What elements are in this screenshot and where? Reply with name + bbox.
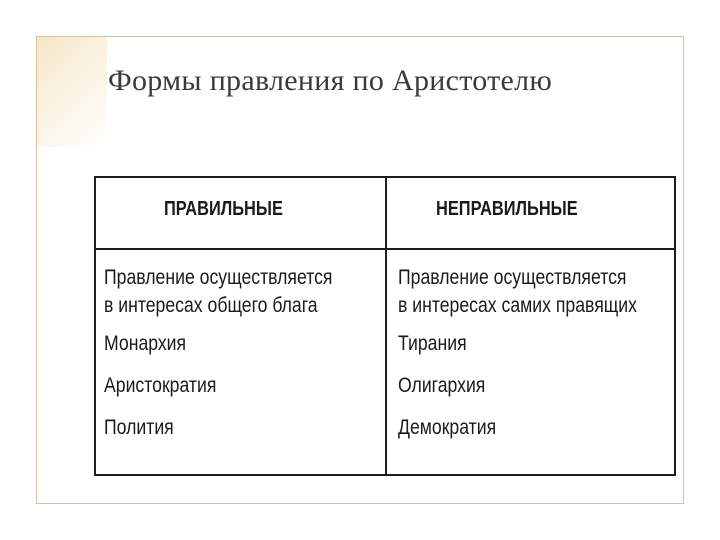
- form-oligarchy: Олигархия: [398, 374, 486, 397]
- description-line: в интересах самих правящих: [398, 294, 637, 317]
- form-democracy: Демократия: [398, 416, 497, 439]
- column-divider: [385, 178, 387, 474]
- header-correct: ПРАВИЛЬНЫЕ: [164, 198, 283, 220]
- form-tyranny: Тирания: [398, 332, 467, 355]
- corner-decoration: [37, 37, 107, 147]
- description-line: в интересах общего блага: [104, 294, 318, 317]
- description-line: Правление осуществляется: [398, 266, 627, 289]
- header-incorrect: НЕПРАВИЛЬНЫЕ: [436, 198, 578, 220]
- forms-table: [94, 176, 676, 476]
- description-incorrect: [398, 264, 637, 320]
- description-line: Правление осуществляется: [104, 266, 333, 289]
- form-monarchy: Монархия: [104, 332, 187, 355]
- column-incorrect: [398, 264, 637, 456]
- column-correct: [104, 264, 332, 456]
- slide-title: Формы правления по Аристотелю: [108, 64, 553, 97]
- description-correct: [104, 264, 332, 320]
- form-aristocracy: Аристократия: [104, 374, 217, 397]
- header-divider: [96, 248, 674, 250]
- form-polity: Полития: [104, 416, 174, 439]
